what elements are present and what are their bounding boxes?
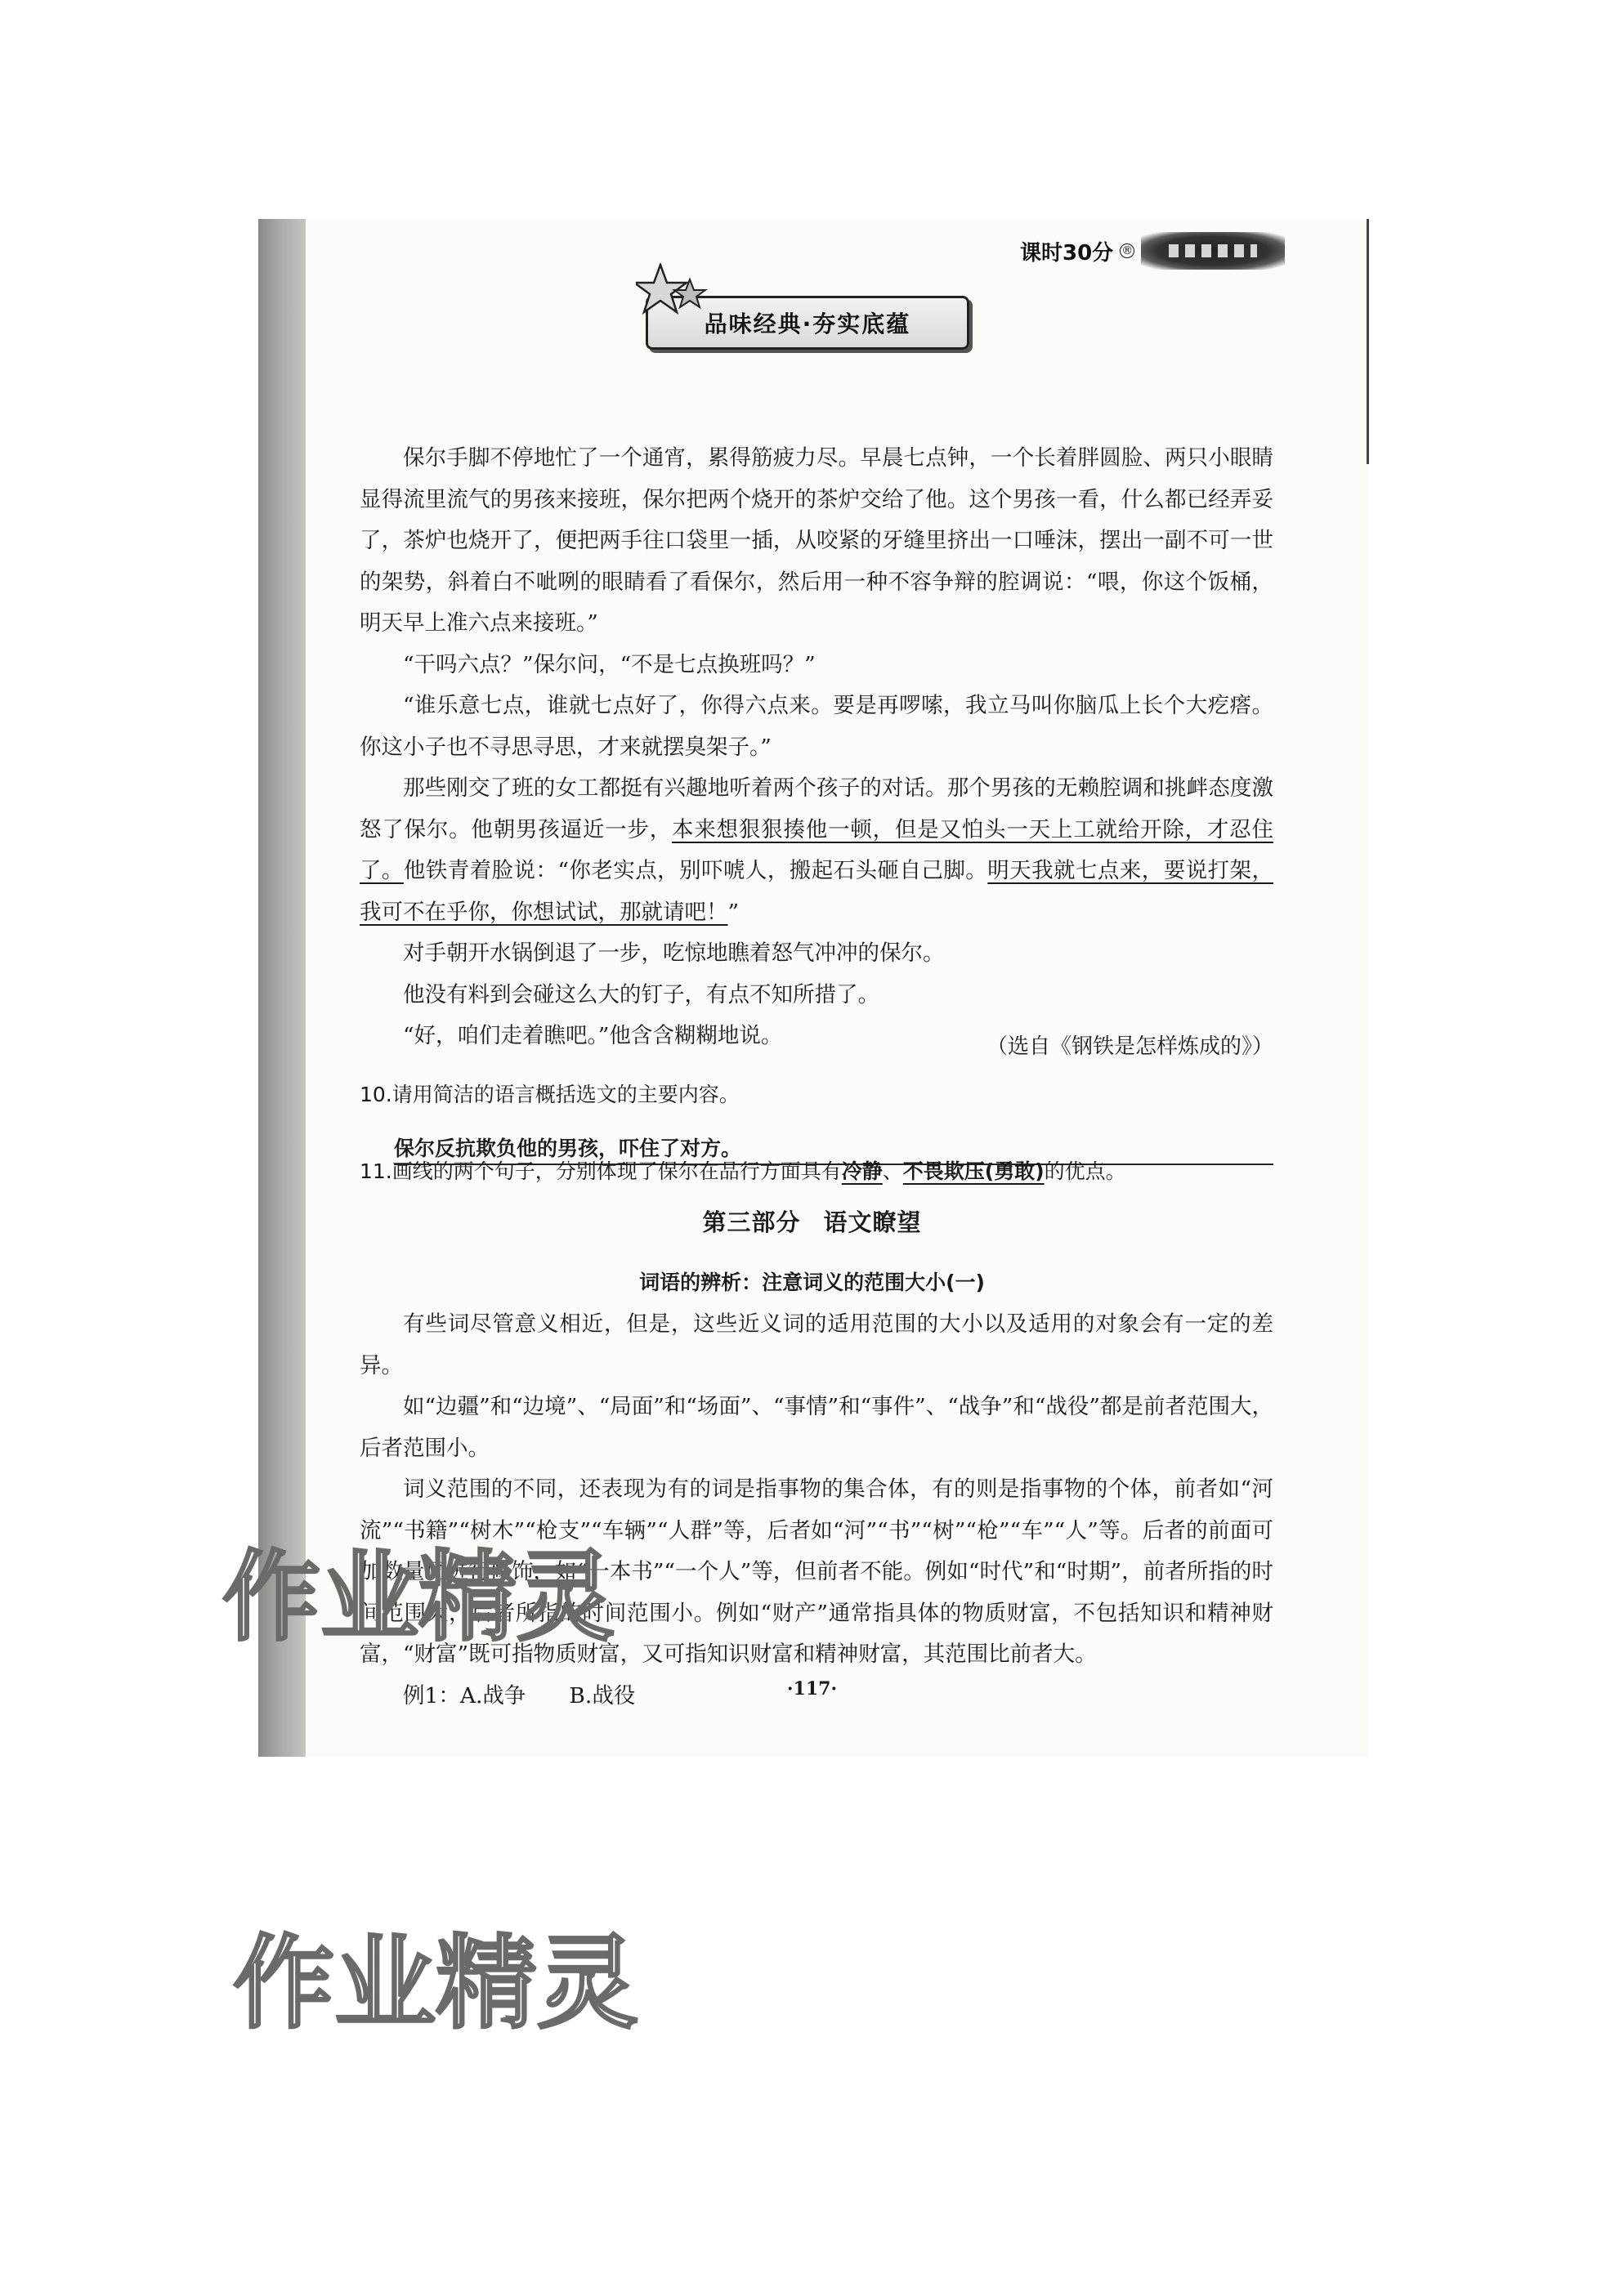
- banner-title: 品味经典·夯实底蕴: [646, 296, 969, 350]
- section-3-title: [0, 1204, 1624, 1238]
- question-11-separator: 、: [882, 1159, 903, 1183]
- question-11-answer-2: 不畏欺压(勇敢): [902, 1159, 1045, 1183]
- section-3-paragraph: 如“边疆”和“边境”、“局面”和“场面”、“事情”和“事件”、“战争”和“战役”都是前者范围大，后者范围小。: [360, 1394, 1273, 1461]
- watermark-text: 作业精灵: [222, 1541, 615, 1655]
- section-3-name: 语文瞭望: [823, 1208, 922, 1236]
- passage-paragraph: 他没有料到会碰这么大的钉子，有点不知所措了。: [403, 981, 879, 1007]
- watermark-large: [225, 1919, 682, 2041]
- watermark-text: 作业精灵: [233, 1925, 639, 2041]
- section-3-subtitle: 词语的辨析：注意词义的范围大小(一): [639, 1271, 985, 1294]
- question-11-answer-1: 冷静: [841, 1159, 883, 1183]
- passage-paragraph: 对手朝开水锅倒退了一步，吃惊地瞧着怒气冲冲的保尔。: [403, 940, 945, 966]
- section-3-paragraph: 有些词尽管意义相近，但是，这些近义词的适用范围的大小以及适用的对象会有一定的差异。: [360, 1311, 1273, 1378]
- passage-paragraph: “好，咱们走着瞧吧。”他含含糊糊地说。: [403, 1023, 783, 1048]
- course-label: 课时30分: [1020, 240, 1114, 266]
- underlined-sentence-1: 本来想狠狠揍他一顿，但是又怕头一天上工就给开除，才忍住了。: [360, 816, 1274, 883]
- reading-passage: [360, 438, 1273, 1057]
- brand-logo-lettering: [1169, 244, 1257, 257]
- passage-paragraph-underlined: [360, 768, 1273, 933]
- passage-text: 他铁青着脸说：“你老实点，别吓唬人，搬起石头砸自己脚。: [403, 858, 988, 883]
- page-edge-line: [1367, 219, 1369, 464]
- question-10-answer: 保尔反抗欺负他的男孩，吓住了对方。: [394, 1137, 742, 1160]
- passage-paragraph: 保尔手脚不停地忙了一个通宵，累得筋疲力尽。早晨七点钟，一个长着胖圆脸、两只小眼睛显得流里流气的男孩来接班，保尔把两个烧开的茶炉交给了他。这个男孩一看，什么都已经弄妥了，茶炉也烧开了，便把两手往口袋里一插，从咬紧的牙缝里挤出一口唾沫，摆出一副不可一世的架势，斜着白不呲咧的眼睛看了看保尔，然后用一种不容争辩的腔调说：“喂，你这个饭桶，明天早上准六点来接班。”: [360, 445, 1273, 636]
- passage-source: （选自《钢铁是怎样炼成的》）: [986, 1034, 1273, 1059]
- question-11: [360, 1155, 1126, 1185]
- underlined-sentence-2: 明天我就七点来，要说打架，我可不在乎你，你想试试，那就请吧！: [360, 858, 1273, 925]
- registered-mark-icon: ®: [1121, 244, 1134, 257]
- star-icon: [636, 263, 709, 320]
- section-3-part: 第三部分: [702, 1208, 801, 1236]
- page-header: [1020, 232, 1285, 270]
- question-11-text-end: 的优点。: [1044, 1159, 1126, 1183]
- page-gutter-shadow: [258, 219, 306, 1757]
- brand-logo: [1141, 232, 1285, 270]
- passage-paragraph: “谁乐意七点，谁就七点好了，你得六点来。要是再啰嗦，我立马叫你脑瓜上长个大疙瘩。你这小子也不寻思寻思，才来就摆臭架子。”: [360, 693, 1273, 760]
- passage-paragraph: “干吗六点？”保尔问，“不是七点换班吗？”: [403, 651, 816, 677]
- passage-text: ”: [727, 899, 740, 925]
- watermark-small: [214, 1534, 672, 1657]
- section-banner: [646, 296, 969, 350]
- question-10: 10.请用简洁的语言概括选文的主要内容。: [360, 1083, 740, 1106]
- example-1: 例1：A.战争 B.战役: [403, 1682, 636, 1709]
- question-11-text: 11.画线的两个句子，分别体现了保尔在品行方面具有: [360, 1159, 842, 1183]
- page-number: ·117·: [786, 1678, 838, 1700]
- passage-text: 那些刚交了班的女工都挺有兴趣地听着两个孩子的对话。那个男孩的无赖腔调和挑衅态度激怒了保尔。他朝男孩逼近一步，: [360, 775, 1273, 842]
- section-3-paragraph: 词义范围的不同，还表现为有的词是指事物的集合体，有的则是指事物的个体，前者如“河流”“书籍”“树木”“枪支”“车辆”“人群”等，后者如“河”“书”“树”“枪”“车”“人”等。后者的前面可加数量词进行修饰，如“一本书”“一个人”等，但前者不能。例如“时代”和“时期”，前者所指的时间范围大，后者所指的时间范围小。例如“财产”通常指具体的物质财富，不包括知识和精神财富，“财富”既可指物质财富，又可指知识财富和精神财富，其范围比前者大。: [360, 1476, 1273, 1667]
